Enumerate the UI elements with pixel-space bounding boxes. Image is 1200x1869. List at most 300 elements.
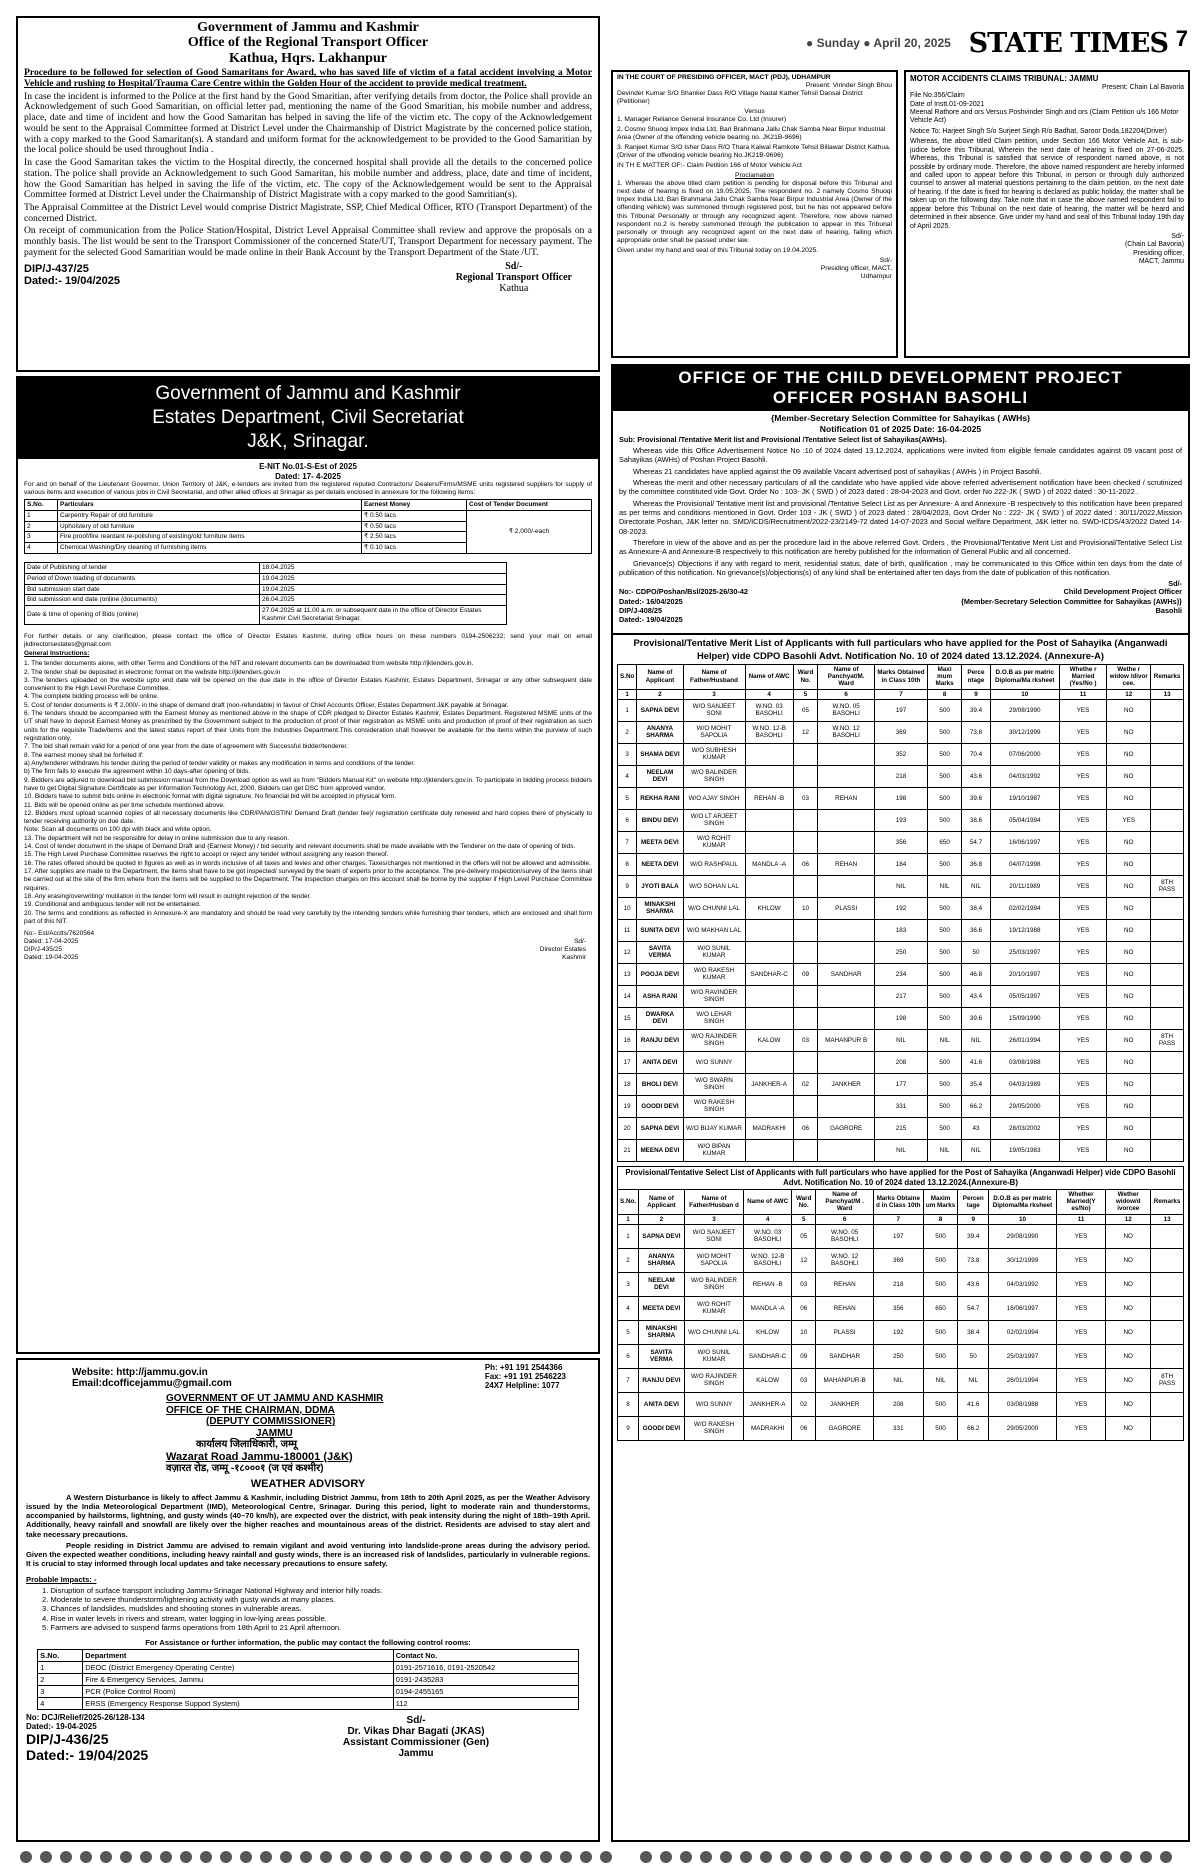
- cell: NO: [1107, 1073, 1151, 1095]
- cell: 41.6: [958, 1392, 989, 1416]
- cell: NEETA DEVI: [637, 853, 683, 875]
- table-row: [618, 875, 1184, 897]
- mact-body: Whereas, the above titled Claim petition, under Section 166 Motor Vehicle Act, is sub- judice before this Tribunal, Wherein the next date of hearing is fixed on 27-06-2025. Whereas, this Tribunal is satisfied that service of respondent named above, is not possible by ordinary mode. Therefore, the above named respondent are hereby informed and called upon to appear before this Tribunal, in person or through duly authorized counsel to answer all material questions pertaining to the claim petition, on the next date of hearing. If the date is fixed for hearing is declared as public holiday, the matter shall be taken up on the following day. Take note that in case the above named respondent fail to appear before this Tribunal on the next date of hearing, the matter will be heard and determined in their absence. Give under my hand and seal of this Tribunal today 19th day of April 2025.: [910, 138, 1184, 230]
- cell: YES: [1056, 1296, 1105, 1320]
- rto-place: Kathua: [499, 282, 529, 294]
- cell: W.NO. 12 BASOHLI: [818, 721, 875, 743]
- cell: 500: [927, 853, 961, 875]
- annex-a-title: Provisional/Tentative Merit List of Applicants with full particulars who have applied for the Post of Sahayika (Anganwadi Helper) vide CDPO Basohli Advt. Notification No. 10 of 2024 dated 13.12.2024. (Annexure-A): [633, 637, 1168, 661]
- cell: 70.4: [962, 743, 990, 765]
- cell: REHAN: [816, 1296, 873, 1320]
- cell: [1151, 1416, 1184, 1440]
- cell: 15: [618, 1007, 637, 1029]
- cell: W.NO. 03 BASOHLI: [744, 1224, 792, 1248]
- cell: W.NO. 12-B BASOHLI: [745, 721, 793, 743]
- cell: 06: [792, 1296, 816, 1320]
- cell: GOODI DEVI: [639, 1416, 685, 1440]
- cell: YES: [1059, 699, 1107, 721]
- cell: [1151, 787, 1184, 809]
- cell: 10: [793, 897, 818, 919]
- ddma-col-contact: Contact No.: [393, 1650, 578, 1662]
- ddma-dc: (DEPUTY COMMISSIONER): [206, 1416, 336, 1427]
- cell: GAGRORE: [818, 1117, 875, 1139]
- ddma-govt: GOVERNMENT OF UT JAMMU AND KASHMIR: [166, 1393, 384, 1404]
- cell: W/O RAVINDER SINGH: [683, 985, 745, 1007]
- ddma-fax: Fax: +91 191 2546223: [484, 1372, 566, 1381]
- ddma-helpline: 24X7 Helpline: 1077: [484, 1381, 560, 1390]
- cell: NO: [1107, 1095, 1151, 1117]
- cell: SHAMA DEVI: [637, 743, 683, 765]
- cell: W/O BIPAN KUMAR: [683, 1139, 745, 1161]
- cell: 13: [618, 963, 637, 985]
- cell: MEETA DEVI: [637, 831, 683, 853]
- cell: KALOW: [744, 1368, 792, 1392]
- instruction-item: 2. The tender shall be deposited in electronic format on the website http://jktenders.gov.in: [24, 668, 281, 676]
- cell: 183: [875, 919, 928, 941]
- column-header: Wether widow/d ivorcee: [1106, 1190, 1151, 1215]
- cell: REHAN: [816, 1272, 873, 1296]
- mact-notice-to: Notice To: Harjeet Singh S/o Surjeet Singh R/o Badhat, Saroor Doda,182204(Driver): [910, 127, 1167, 135]
- column-header: D.O.B as per matric Diploma/Ma rksheet: [989, 1190, 1057, 1215]
- cell: YES: [1059, 809, 1107, 831]
- cell: YES: [1056, 1272, 1105, 1296]
- cell: NIL: [962, 1139, 990, 1161]
- cell: [818, 1007, 875, 1029]
- cell: MEETA DEVI: [639, 1296, 685, 1320]
- column-number: 6: [818, 689, 875, 699]
- cell: 20: [618, 1117, 637, 1139]
- cell: GAGRORE: [816, 1416, 873, 1440]
- cell: NO: [1107, 963, 1151, 985]
- cell: 16: [618, 1029, 637, 1051]
- cell: 4: [618, 1296, 639, 1320]
- cell: [1151, 699, 1184, 721]
- estates-heading-3: J&K, Srinagar.: [247, 430, 369, 452]
- table-row: [618, 1073, 1184, 1095]
- estates-cost-value: ₹ 2,000/-each: [467, 510, 592, 553]
- cell: Bid submission end date (online (documents): [25, 595, 260, 606]
- cell: W/O LT ARJEET SINGH: [683, 809, 745, 831]
- cell: W/O MOHIT SAPOLIA: [684, 1248, 744, 1272]
- cell: W/O MAKHAN LAL: [683, 919, 745, 941]
- cell: 35.4: [962, 1073, 990, 1095]
- cell: W/O SOHAN LAL: [683, 875, 745, 897]
- cell: YES: [1059, 985, 1107, 1007]
- cdpo-sign-1: Child Development Project Officer: [1063, 587, 1182, 597]
- ddma-contacts-table: [37, 1649, 578, 1710]
- court-sign-2: Udhampur: [860, 272, 892, 280]
- ddma-title: WEATHER ADVISORY: [250, 1477, 366, 1490]
- column-number: 9: [958, 1214, 989, 1224]
- court-present: Present: Virinder Singh Bhou: [805, 82, 892, 90]
- cell: 09: [792, 1344, 816, 1368]
- table-row: [618, 1095, 1184, 1117]
- cell: 250: [875, 941, 928, 963]
- cell: NO: [1107, 897, 1151, 919]
- cell: 8TH PASS: [1151, 875, 1184, 897]
- cell: [793, 1139, 818, 1161]
- cell: REHAN -B: [745, 787, 793, 809]
- table-row: [618, 1007, 1184, 1029]
- masthead-paper-name: STATE TIMES: [968, 28, 1168, 59]
- cell: 19.04.2025: [260, 573, 507, 584]
- column-header: Ward No.: [793, 664, 818, 689]
- cell: YES: [1059, 1073, 1107, 1095]
- column-number: 8: [927, 689, 961, 699]
- cell: NO: [1106, 1392, 1151, 1416]
- table-row: [38, 1686, 578, 1698]
- cell: 197: [873, 1224, 923, 1248]
- cell: NO: [1107, 1051, 1151, 1073]
- cell: [745, 985, 793, 1007]
- cell: SAPNA DEVI: [637, 1117, 683, 1139]
- ddma-dated-1: Dated:- 19-04-2025: [26, 1722, 97, 1732]
- cell: YES: [1056, 1320, 1105, 1344]
- cell: 11: [618, 919, 637, 941]
- cell: W/O RAKESH KUMAR: [683, 963, 745, 985]
- instruction-item: 13. The department will not be responsible for delay in online submission due to any reason.: [24, 834, 290, 842]
- masthead-page-number: 7: [1175, 26, 1188, 51]
- cell: KHLOW: [745, 897, 793, 919]
- estates-col-cost: Cost of Tender Document: [467, 500, 592, 511]
- column-number: 1: [618, 689, 637, 699]
- court-respondent-3: 3. Ranjeet Kumar S/O Isher Dass R/O Thara Kalwal Ramkote Tehsil Billawar District Kathua. (Driver of the offending vehicle bearing No.JK21B-9696): [617, 144, 891, 160]
- cell: [1151, 1392, 1184, 1416]
- rto-paragraph-2: In case the Good Samaritan takes the victim to the Hospital directly, the concerned hospital shall provide all the details to the concerned police station. The police shall provide an Acknowledgement to such Good Samaritan, his mobile number and address, place, date and time of incident, how the Good Samaritian has helped in saving the life of the victim, etc. The copy of the Acknowledgement would be sent to the Appraisal Committee formed at District Level under the Chairmanship of District Magistrate with a copy marked to the good Samritian(s).: [24, 157, 592, 201]
- mact-sign-2: Presiding officer,: [1133, 249, 1184, 257]
- cell: 06: [792, 1416, 816, 1440]
- cell: NIL: [875, 1139, 928, 1161]
- ddma-sign-1: Dr. Vikas Dhar Bagati (JKAS): [347, 1726, 485, 1738]
- cell: MANDLA -A: [745, 853, 793, 875]
- cell: 28/03/2002: [990, 1117, 1059, 1139]
- cell: SAPNA DEVI: [639, 1224, 685, 1248]
- column-header: Remarks: [1151, 1190, 1184, 1215]
- cell: 1: [618, 1224, 639, 1248]
- cell: [1151, 1344, 1184, 1368]
- ddma-office: OFFICE OF THE CHAIRMAN, DDMA: [166, 1404, 335, 1416]
- column-header: Remarks: [1151, 664, 1184, 689]
- cell: ANITA DEVI: [639, 1392, 685, 1416]
- cell: 1: [25, 510, 58, 521]
- cdpo-heading-1: OFFICE OF THE CHILD DEVELOPMENT PROJECT: [678, 368, 1123, 387]
- cdpo-subheading: {Member-Secretary Selection Committee for Sahayikas ( AWHs): [770, 412, 1030, 423]
- cell: YES: [1059, 1139, 1107, 1161]
- cell: YES: [1059, 1051, 1107, 1073]
- ddma-impacts-list: [42, 1586, 590, 1632]
- cell: 16/06/1997: [989, 1296, 1057, 1320]
- cell: 4: [618, 765, 637, 787]
- cell: 02/02/1994: [989, 1320, 1057, 1344]
- cell: 54.7: [962, 831, 990, 853]
- cell: 05/05/1997: [990, 985, 1059, 1007]
- column-number: 6: [816, 1214, 873, 1224]
- cell: W/O SUBHESH KUMAR: [683, 743, 745, 765]
- cell: [1151, 897, 1184, 919]
- impact-item: 5. Farmers are advised to suspend farms operations from 18th April to 21 April afternoon.: [42, 1622, 342, 1632]
- cell: ₹ 2.50 lacs: [362, 532, 467, 543]
- cell: SANDHAR: [816, 1344, 873, 1368]
- column-number: 5: [792, 1214, 816, 1224]
- column-header: Name of Panchyat/M. Ward: [818, 664, 875, 689]
- cell: SANDHAR-C: [744, 1344, 792, 1368]
- cell: NIL: [927, 875, 961, 897]
- estates-foot-dip: DIP/J-435/25: [24, 945, 62, 953]
- impact-item: 2. Moderate to severe thunderstorm/lightening activity with gusty winds at many places.: [42, 1595, 336, 1605]
- cell: MADRAKHI: [745, 1117, 793, 1139]
- cell: 54.7: [958, 1296, 989, 1320]
- column-number: 3: [683, 689, 745, 699]
- table-row: [38, 1698, 578, 1710]
- cell: 43.6: [958, 1272, 989, 1296]
- cell: W/O CHUNNI LAL: [684, 1320, 744, 1344]
- cell: Period of Down loading of documents: [25, 573, 260, 584]
- cell: 500: [927, 941, 961, 963]
- cell: [1151, 831, 1184, 853]
- table-row: [25, 563, 507, 574]
- cell: Fire & Emergency Services, Jammu: [83, 1674, 393, 1686]
- cell: [745, 919, 793, 941]
- cell: [1151, 1117, 1184, 1139]
- cdpo-subject: Sub: Provisional /Tentative Merit list and Provisional /Tentative Select list of Sahayikas(AWHs).: [619, 434, 947, 444]
- rto-notice: [16, 16, 600, 372]
- cell: [793, 875, 818, 897]
- cell: W/O RASHPAUL: [683, 853, 745, 875]
- table-row: [25, 606, 507, 625]
- cell: 06: [793, 1117, 818, 1139]
- cell: JANKHER-A: [745, 1073, 793, 1095]
- cell: YES: [1059, 875, 1107, 897]
- rto-sign: Regional Transport Officer: [455, 271, 572, 283]
- cell: 8TH PASS: [1151, 1029, 1184, 1051]
- cell: SANDHAR: [818, 963, 875, 985]
- cell: 29/08/1990: [990, 699, 1059, 721]
- cell: 19.04.2025: [260, 584, 507, 595]
- cdpo-dated-2: Dated:- 19/04/2025: [619, 615, 683, 625]
- estates-intro: For and on behalf of the Lieutenant Governor, Union Territory of J&K, e-tenders are invited from the registered reputed Contractors/ Dealers/Firms/MSME units registered suppliers for supply of various items and execution of various jobs in Civil Secretariat, and other allied offices at Srinagar as per details enclosed in annexure for the following items:: [24, 481, 592, 497]
- estates-clarification: For further details or any clarification, please contact the office of Director Estates Kashmir, during office hours on these numbers 0194-2506232; send your mail on email jkdirectorsestates@gmail.com: [24, 632, 592, 648]
- cell: [793, 809, 818, 831]
- cell: BHOLI DEVI: [637, 1073, 683, 1095]
- column-header: Name of Applicant: [639, 1190, 685, 1215]
- estates-nit-number: E-NIT No.01-S-Est of 2025: [259, 462, 357, 472]
- cell: YES: [1059, 853, 1107, 875]
- cell: 356: [875, 831, 928, 853]
- instruction-item: 5. Cost of tender documents is ₹ 2,000/- in the shape of demand draft (non-refundable) in favour of Chief Accounts Officer, Estates Department J&K payable at Srinagar.: [24, 701, 509, 709]
- mact-notice: [904, 70, 1190, 358]
- cell: 208: [875, 1051, 928, 1073]
- annex-b-title: Provisional/Tentative Select List of Applicants with full particulars who have applied for the Post of Sahayika (Anganwadi Helper) vide CDPO Basohli Advt. Notification No. 10 of 2024 dated 13.12.2024.(Annexure-B): [617, 1166, 1184, 1189]
- cell: [793, 1095, 818, 1117]
- column-header: Whethe r Married (Yes/No ): [1059, 664, 1107, 689]
- cell: 2: [38, 1674, 83, 1686]
- table-row: [618, 1368, 1184, 1392]
- cell: 500: [927, 985, 961, 1007]
- cell: JANKHER: [818, 1073, 875, 1095]
- cell: [745, 809, 793, 831]
- cell: [1151, 1248, 1184, 1272]
- column-number: 5: [793, 689, 818, 699]
- cell: [818, 765, 875, 787]
- masthead: [610, 18, 1190, 58]
- cell: 36.6: [962, 919, 990, 941]
- cell: YES: [1059, 897, 1107, 919]
- cell: 05: [792, 1224, 816, 1248]
- column-number: 2: [637, 689, 683, 699]
- ddma-impacts-title: Probable Impacts: -: [26, 1574, 97, 1584]
- cell: Upholstery of old furniture: [58, 521, 362, 532]
- cell: NO: [1107, 743, 1151, 765]
- cell: 17: [618, 1051, 637, 1073]
- cell: W.NO. 05 BASOHLI: [816, 1224, 873, 1248]
- column-header: Name of AWC: [744, 1190, 792, 1215]
- cell: [1151, 963, 1184, 985]
- ddma-hindi-office: कार्यालय जिलाधिकारी, जम्मू: [196, 1439, 298, 1450]
- cell: 05: [793, 699, 818, 721]
- court-given: Given under my hand and seal of this Tribunal today on 19.04.2025.: [617, 246, 819, 254]
- table-row: [618, 853, 1184, 875]
- cell: 30/12/1999: [989, 1248, 1057, 1272]
- cell: 500: [927, 1007, 961, 1029]
- cell: W/O LEHAR SINGH: [683, 1007, 745, 1029]
- cell: YES: [1059, 919, 1107, 941]
- instruction-item: 14. Cost of tender document in the shape of Demand Draft and (Earnest Money) / bid security and relevant documents shall be made available with the Tenderer on the date of opening of bids.: [24, 843, 576, 851]
- cell: SAVITA VERMA: [637, 941, 683, 963]
- cell: MINAKSHI SHARMA: [637, 897, 683, 919]
- cell: [1151, 985, 1184, 1007]
- cell: W/O RAJINDER SINGH: [684, 1368, 744, 1392]
- estates-notice: [16, 376, 600, 1354]
- cell: SAPNA DEVI: [637, 699, 683, 721]
- cell: 29/05/2000: [990, 1095, 1059, 1117]
- cell: NO: [1106, 1296, 1151, 1320]
- cell: W.NO. 12-B BASOHLI: [744, 1248, 792, 1272]
- cell: NIL: [927, 1139, 961, 1161]
- cell: W/O SANJEET SONI: [684, 1224, 744, 1248]
- cell: [745, 765, 793, 787]
- cell: 8: [618, 1392, 639, 1416]
- ddma-sign-3: Jammu: [398, 1748, 434, 1760]
- cell: NEELAM DEVI: [639, 1272, 685, 1296]
- cell: 500: [923, 1416, 958, 1440]
- cell: 2: [618, 1248, 639, 1272]
- cell: NO: [1106, 1368, 1151, 1392]
- cell: YES: [1059, 1007, 1107, 1029]
- cell: YES: [1059, 721, 1107, 743]
- cell: [1151, 1007, 1184, 1029]
- column-number: 2: [639, 1214, 685, 1224]
- column-number: 12: [1106, 1214, 1151, 1224]
- estates-col-sno: S.No.: [25, 500, 58, 511]
- cell: 2: [618, 721, 637, 743]
- cdpo-dip: DIP/J-408/25: [619, 606, 662, 616]
- column-header: Maxim um Marks: [923, 1190, 958, 1215]
- cell: [793, 765, 818, 787]
- ddma-assist: For Assistance or further information, the public may contact the following control rooms:: [145, 1638, 471, 1648]
- cell: YES: [1059, 743, 1107, 765]
- cell: JANKHER-A: [744, 1392, 792, 1416]
- table-row: [25, 573, 507, 584]
- cell: [745, 875, 793, 897]
- cell: [793, 919, 818, 941]
- cell: 177: [875, 1073, 928, 1095]
- cell: [1151, 1224, 1184, 1248]
- rto-sd: Sd/-: [505, 260, 523, 272]
- table-row: [618, 1320, 1184, 1344]
- cell: SAVITA VERMA: [639, 1344, 685, 1368]
- instruction-item: 10. Bidders have to submit bids online in electronic format with digital signature. No financial bid will be accepted in physical form.: [24, 793, 397, 801]
- instruction-item: 8. The earnest money shall be forfeited if:: [24, 751, 144, 759]
- cell: 39.6: [962, 1007, 990, 1029]
- masthead-date: April 20, 2025: [873, 36, 951, 50]
- cell: NO: [1107, 831, 1151, 853]
- impact-item: 4. Rise in water levels in rivers and stream, water logging in low-lying areas possible.: [42, 1613, 327, 1623]
- cell: [818, 941, 875, 963]
- cell: W/O RAKESH SINGH: [683, 1095, 745, 1117]
- bullet-icon: ●: [863, 36, 871, 50]
- cell: 500: [923, 1224, 958, 1248]
- cell: 25/03/1997: [989, 1344, 1057, 1368]
- rto-dip-number: DIP/J-437/25: [24, 262, 89, 275]
- cell: 29/05/2000: [989, 1416, 1057, 1440]
- cell: W/O ROHIT KUMAR: [683, 831, 745, 853]
- ddma-dip: DIP/J-436/25: [26, 1731, 109, 1748]
- cell: 500: [927, 897, 961, 919]
- instruction-item: 9. Bidders are adjured to download bid submission manual from the Download option as well as from "Bidders Manual Kit" on website http://jktenders.gov.in. To participate in bidding process bidders have to get Digital Signature Certificate as per Information Technology Act, 2000. Bidders can get DSC from approved vendor.: [24, 776, 592, 792]
- table-row: [25, 595, 507, 606]
- mact-file: File No.356/Claim: [910, 92, 965, 100]
- cell: 9: [618, 875, 637, 897]
- cell: ASHA RANI: [637, 985, 683, 1007]
- cell: 50: [962, 941, 990, 963]
- cell: [1151, 1296, 1184, 1320]
- cell: RANJU DEVI: [639, 1368, 685, 1392]
- cell: NO: [1106, 1320, 1151, 1344]
- cell: 50: [958, 1344, 989, 1368]
- cell: ₹ 0.10 lacs: [362, 543, 467, 554]
- rto-heading-1: Government of Jammu and Kashmir: [197, 20, 419, 35]
- cell: 12: [792, 1248, 816, 1272]
- cell: NIL: [962, 1029, 990, 1051]
- cell: W.NO. 03 BASOHLI: [745, 699, 793, 721]
- cell: 8: [618, 853, 637, 875]
- column-number: 1: [618, 1214, 639, 1224]
- court-body: 1. Whereas the above titled claim petition is pending for disposal before this Tribunal and next date of hearing is fixed on 19.05.2025. The respondent no. 2 namely Cosmo Shuoqi Impex India Ltd, Bari Brahmana Jallu Chak Samba Near Birpur Industrial Area (Owner of the offending vehicle) was summoned through registered post, but he has not appeared before this Tribunal Personally or through any recognized agent. Therefore, now above named respondent no.2 is hereby summoned through the publication to appear in this Tribunal personally or through any recognized agent on the next date of hearing, failing which appropriate order shall be passed under law.: [617, 180, 892, 244]
- cell: [818, 875, 875, 897]
- table-row: [618, 963, 1184, 985]
- mact-inst: Date of Instt.01-09-2021: [910, 100, 985, 108]
- cell: NO: [1106, 1248, 1151, 1272]
- cell: 250: [873, 1344, 923, 1368]
- cell: YES: [1056, 1368, 1105, 1392]
- cell: [818, 1051, 875, 1073]
- cell: NO: [1106, 1416, 1151, 1440]
- instruction-item: 19. Conditional and ambiguous tender will not be entertained.: [24, 901, 201, 909]
- ddma-phone: Ph: +91 191 2544366: [484, 1363, 563, 1372]
- cell: REHAN -B: [744, 1272, 792, 1296]
- estates-sign-2: Kashmir: [562, 953, 586, 961]
- cell: 198: [875, 787, 928, 809]
- cell: 05/04/1994: [990, 809, 1059, 831]
- table-row: [618, 721, 1184, 743]
- cell: 66.2: [958, 1416, 989, 1440]
- cell: 19/05/1983: [990, 1139, 1059, 1161]
- cell: NO: [1107, 787, 1151, 809]
- cell: 9: [618, 1416, 639, 1440]
- cell: PLASSI: [816, 1320, 873, 1344]
- cdpo-paragraph-6: Grievance(s) Objections if any with regard to merit, residential status, date of birth, qualification , may be communicated to this Office within ten days from the date of publication of this notification. No grievance(s)/objections(s) of any kind shall be entertained after ten days from the date of publication of this notification.: [619, 558, 1182, 578]
- cell: [1151, 1051, 1184, 1073]
